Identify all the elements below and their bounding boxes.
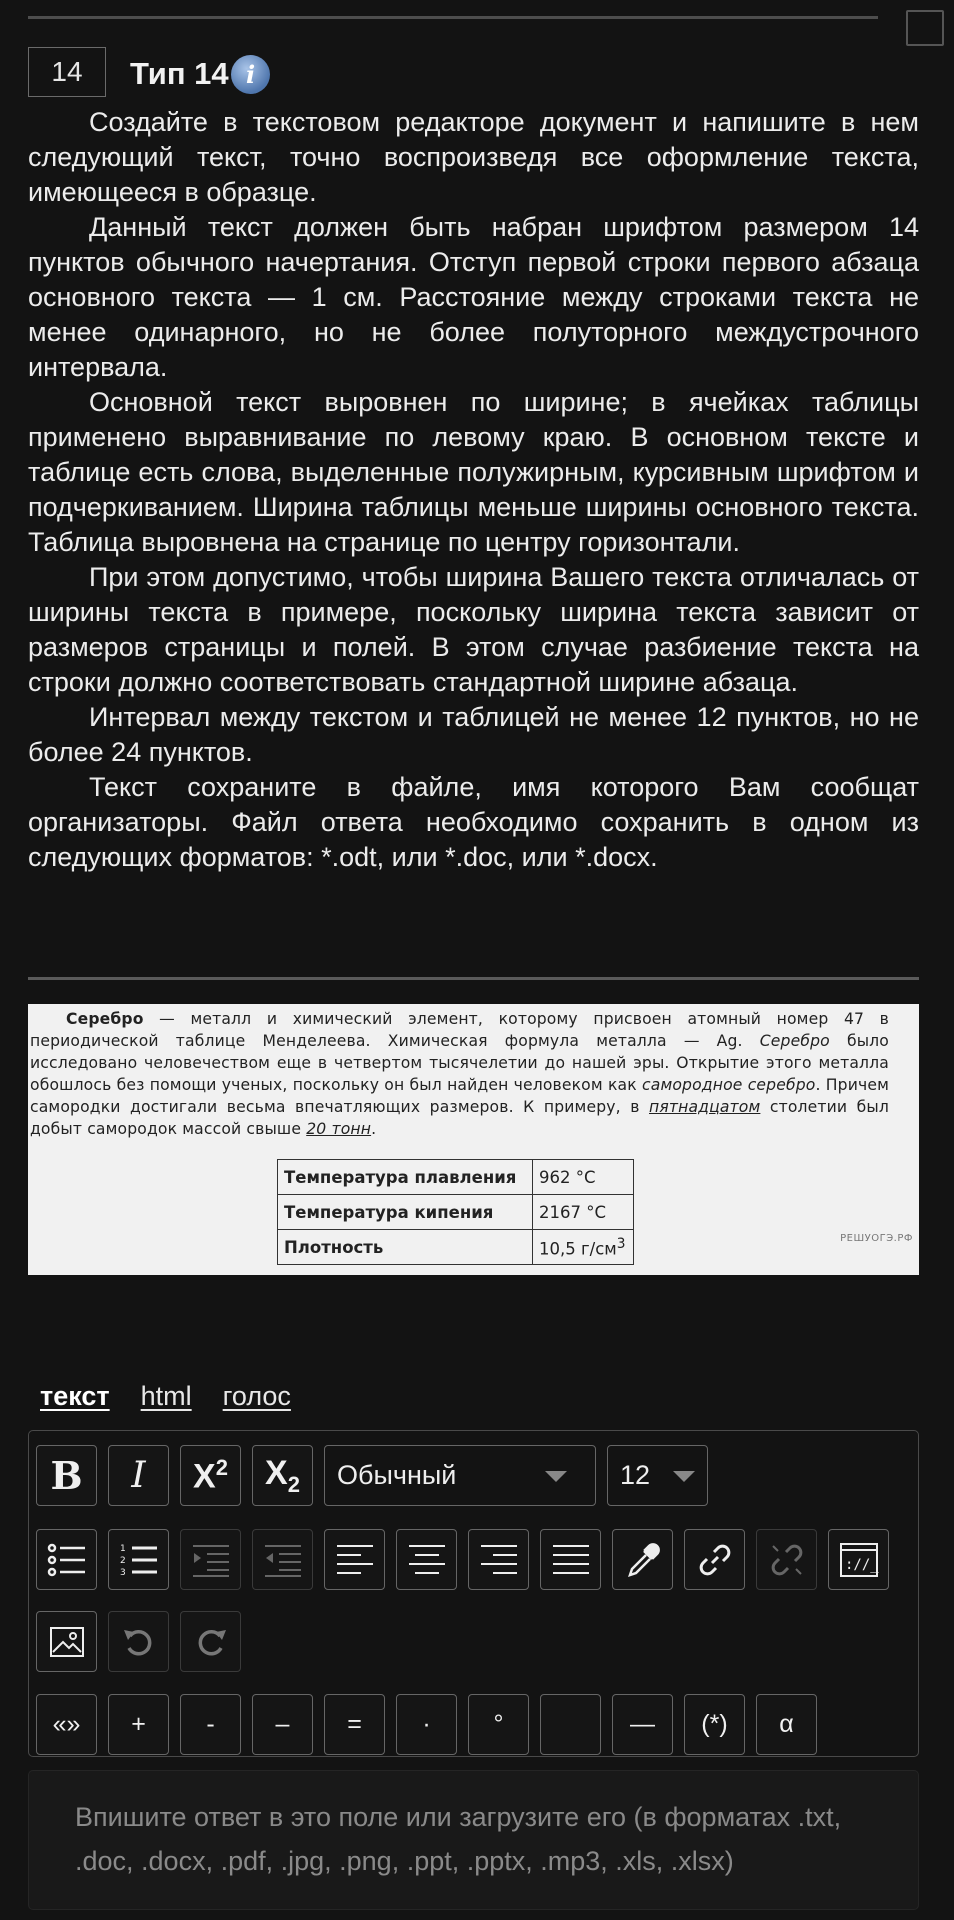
table-row (278, 1160, 634, 1195)
source-code-button[interactable] (828, 1529, 889, 1590)
link-icon (697, 1542, 733, 1578)
sample-text-segment: столетии был добыт самородок массой свыше (30, 1098, 889, 1138)
style-select-value: Обычный (337, 1460, 457, 1490)
subscript-icon (265, 1454, 300, 1498)
watermark: РЕШУОГЭ.РФ (840, 1233, 913, 1244)
symbol-asterisk-button[interactable]: (*) (684, 1694, 745, 1755)
sample-underlined-phrase: 20 тонн (306, 1120, 372, 1138)
source-code-icon (839, 1542, 879, 1578)
svg-text:2: 2 (119, 1555, 126, 1566)
subscript-button[interactable] (252, 1445, 313, 1506)
redo-icon (193, 1624, 229, 1660)
top-divider (28, 16, 878, 19)
answer-input[interactable] (28, 1770, 919, 1910)
text-color-button[interactable] (612, 1529, 673, 1590)
subscript-base: X (265, 1453, 288, 1492)
bullet-list-button[interactable] (36, 1529, 97, 1590)
table-value: 2167 °C (533, 1195, 634, 1230)
sample-underlined-word: пятнадцатом (649, 1098, 761, 1116)
sample-document-image (28, 1004, 919, 1275)
table-value: 962 °C (533, 1160, 634, 1195)
table-key: Температура кипения (278, 1195, 533, 1230)
tab-voice[interactable]: голос (222, 1381, 291, 1411)
size-select-value: 12 (620, 1460, 651, 1490)
outdent-icon (263, 1543, 303, 1577)
editor-toolbar (28, 1430, 919, 1757)
tab-text[interactable]: текст (40, 1381, 110, 1411)
table-row (278, 1230, 634, 1265)
redo-button[interactable] (180, 1611, 241, 1672)
paragraph-style-select[interactable] (324, 1445, 596, 1506)
task-paragraph: Данный текст должен быть набран шрифтом размером 14 пунктов обычного начертания. Отступ первой строки первого абзаца основного текста — 1 см. Расстояние между строками текста не менее одинарного, но не более полуторного междустрочного интервала. (28, 212, 919, 382)
superscript-base: X (193, 1457, 216, 1496)
bullet-list-icon (47, 1542, 87, 1578)
editor-tabs (40, 1381, 291, 1412)
task-type-label: Тип 14 (130, 56, 229, 91)
table-key: Плотность (278, 1230, 533, 1265)
toolbar-row-media (36, 1611, 241, 1672)
sample-text-segment: — металл и химический элемент, которому присвоен атомный номер 47 в периодической таблице Менделеева. Химическая формула металла — Ag. (30, 1010, 889, 1050)
symbol-equals-button[interactable]: = (324, 1694, 385, 1755)
symbol-degree-button[interactable]: ° (468, 1694, 529, 1755)
insert-image-button[interactable] (36, 1611, 97, 1672)
align-left-button[interactable] (324, 1529, 385, 1590)
undo-button[interactable] (108, 1611, 169, 1672)
symbol-middle-dot-button[interactable]: · (396, 1694, 457, 1755)
image-icon (49, 1626, 85, 1658)
align-center-icon (407, 1543, 447, 1577)
task-paragraph: Создайте в текстовом редакторе документ и напишите в нем следующий текст, точно воспроизведя все оформление текста, имеющееся в образце. (28, 107, 919, 207)
symbol-en-dash-button[interactable]: – (252, 1694, 313, 1755)
answer-placeholder: Впишите ответ в это поле или загрузите его (в форматах .txt, .doc, .docx, .pdf, .jpg, .png, .ppt, .pptx, .mp3, .xls, .xlsx) (75, 1802, 842, 1876)
table-key: Температура плавления (278, 1160, 533, 1195)
symbol-hyphen-button[interactable]: - (180, 1694, 241, 1755)
italic-button[interactable] (108, 1445, 169, 1506)
toolbar-row-formatting (36, 1445, 708, 1506)
table-row (278, 1195, 634, 1230)
bold-icon: B (50, 1453, 83, 1498)
sample-italic-phrase: самородное серебро (642, 1076, 816, 1094)
task-number: 14 (28, 47, 106, 97)
sample-text-segment: . Причем самородки достигали весьма впечатляющих размеров. К примеру, в (30, 1076, 889, 1116)
symbol-guillemets-button[interactable]: «» (36, 1694, 97, 1755)
superscript-icon (193, 1455, 228, 1496)
align-right-button[interactable] (468, 1529, 529, 1590)
density-exponent: 3 (616, 1235, 626, 1252)
info-glyph: i (245, 60, 256, 89)
toolbar-row-paragraph (36, 1529, 889, 1590)
numbered-list-icon (119, 1542, 159, 1578)
sample-paragraph (28, 1008, 919, 1140)
sample-table (277, 1159, 634, 1265)
info-icon[interactable] (231, 55, 270, 94)
bold-button[interactable] (36, 1445, 97, 1506)
align-right-icon (479, 1543, 519, 1577)
indent-icon (191, 1543, 231, 1577)
undo-icon (121, 1624, 157, 1660)
sample-bold-word: Серебро (66, 1010, 144, 1028)
section-divider (28, 977, 919, 980)
toolbar-row-symbols (36, 1694, 817, 1755)
chevron-down-icon (673, 1471, 695, 1482)
eyedropper-icon (625, 1542, 661, 1578)
indent-button[interactable] (180, 1529, 241, 1590)
font-size-select[interactable] (607, 1445, 708, 1506)
density-value: 10,5 г/см (539, 1239, 617, 1259)
unlink-icon (769, 1542, 805, 1578)
task-paragraph: Интервал между текстом и таблицей не менее 12 пунктов, но не более 24 пунктов. (28, 702, 919, 767)
task-paragraph: Текст сохраните в файле, имя которого Вам сообщат организаторы. Файл ответа необходимо сохранить в одном из следующих форматов: *.odt, или *.doc, или *.docx. (28, 772, 919, 872)
outdent-button[interactable] (252, 1529, 313, 1590)
expand-toggle[interactable] (906, 10, 944, 46)
task-paragraph: При этом допустимо, чтобы ширина Вашего текста отличалась от ширины текста в примере, поскольку ширина текста зависит от размеров страницы и полей. В этом случае разбиение текста на строки должно соответствовать стандартной ширине абзаца. (28, 562, 919, 697)
table-value (533, 1230, 634, 1265)
task-description (28, 105, 919, 875)
symbol-plus-button[interactable]: + (108, 1694, 169, 1755)
superscript-exp: 2 (215, 1454, 228, 1480)
align-justify-icon (551, 1543, 591, 1577)
sample-text-segment: было исследовано человечеством еще в четвертом тысячелетии до нашей эры. Открытие этого металла обошлось без помощи ученых, поскольку он был найден человеком как (30, 1032, 889, 1094)
sample-italic-word: Серебро (759, 1032, 830, 1050)
italic-icon: I (131, 1455, 146, 1496)
align-justify-button[interactable] (540, 1529, 601, 1590)
svg-text:3: 3 (119, 1567, 126, 1578)
subscript-exp: 2 (287, 1471, 300, 1497)
numbered-list-button[interactable] (108, 1529, 169, 1590)
symbol-em-dash-button[interactable]: — (612, 1694, 673, 1755)
tab-html[interactable]: html (140, 1381, 192, 1411)
symbol-nbsp-button[interactable] (540, 1694, 601, 1755)
task-paragraph: Основной текст выровнен по ширине; в ячейках таблицы применено выравнивание по левому краю. В основном тексте и таблице есть слова, выделенные полужирным, курсивным шрифтом и подчеркиванием. Ширина таблицы меньше ширины основного текста. Таблица выровнена на странице по центру горизонтали. (28, 387, 919, 557)
unlink-button[interactable] (756, 1529, 817, 1590)
align-center-button[interactable] (396, 1529, 457, 1590)
svg-text:1: 1 (119, 1543, 126, 1554)
link-button[interactable] (684, 1529, 745, 1590)
chevron-down-icon (545, 1471, 567, 1482)
align-left-icon (335, 1543, 375, 1577)
svg-text:://_: ://_ (844, 1556, 879, 1573)
symbol-alpha-button[interactable]: α (756, 1694, 817, 1755)
superscript-button[interactable] (180, 1445, 241, 1506)
sample-text-segment: . (371, 1120, 377, 1138)
